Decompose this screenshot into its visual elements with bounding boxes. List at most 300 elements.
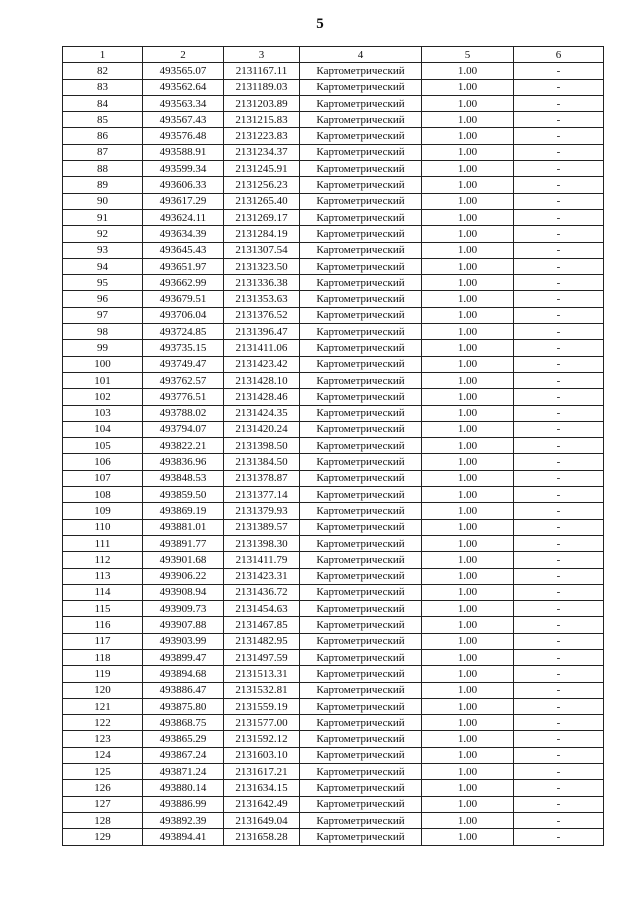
table-row — [63, 291, 604, 307]
accuracy-cell: 1.00 — [422, 535, 514, 551]
method-cell: Картометрический — [300, 503, 422, 519]
x-coordinate-cell: 493891.77 — [143, 535, 224, 551]
point-number-cell: 116 — [63, 617, 143, 633]
x-coordinate-cell: 493788.02 — [143, 405, 224, 421]
note-cell: - — [514, 682, 604, 698]
y-coordinate-cell: 2131234.37 — [224, 144, 300, 160]
point-number-cell: 105 — [63, 438, 143, 454]
point-number-cell: 118 — [63, 649, 143, 665]
table-row — [63, 470, 604, 486]
point-number-cell: 84 — [63, 95, 143, 111]
column-header-4: 4 — [300, 47, 422, 63]
y-coordinate-cell: 2131323.50 — [224, 258, 300, 274]
table-row — [63, 503, 604, 519]
x-coordinate-cell: 493679.51 — [143, 291, 224, 307]
accuracy-cell: 1.00 — [422, 584, 514, 600]
y-coordinate-cell: 2131336.38 — [224, 275, 300, 291]
method-cell: Картометрический — [300, 193, 422, 209]
x-coordinate-cell: 493892.39 — [143, 812, 224, 828]
y-coordinate-cell: 2131411.79 — [224, 552, 300, 568]
x-coordinate-cell: 493617.29 — [143, 193, 224, 209]
table-row — [63, 519, 604, 535]
note-cell: - — [514, 535, 604, 551]
x-coordinate-cell: 493822.21 — [143, 438, 224, 454]
accuracy-cell: 1.00 — [422, 128, 514, 144]
note-cell: - — [514, 812, 604, 828]
point-number-cell: 88 — [63, 161, 143, 177]
column-header-5: 5 — [422, 47, 514, 63]
accuracy-cell: 1.00 — [422, 829, 514, 845]
point-number-cell: 93 — [63, 242, 143, 258]
table-row — [63, 275, 604, 291]
note-cell: - — [514, 242, 604, 258]
y-coordinate-cell: 2131396.47 — [224, 324, 300, 340]
note-cell: - — [514, 79, 604, 95]
accuracy-cell: 1.00 — [422, 405, 514, 421]
y-coordinate-cell: 2131634.15 — [224, 780, 300, 796]
y-coordinate-cell: 2131559.19 — [224, 698, 300, 714]
y-coordinate-cell: 2131454.63 — [224, 601, 300, 617]
accuracy-cell: 1.00 — [422, 275, 514, 291]
table-row — [63, 747, 604, 763]
coordinates-table — [62, 46, 604, 846]
y-coordinate-cell: 2131532.81 — [224, 682, 300, 698]
method-cell: Картометрический — [300, 731, 422, 747]
y-coordinate-cell: 2131284.19 — [224, 226, 300, 242]
point-number-cell: 125 — [63, 764, 143, 780]
method-cell: Картометрический — [300, 682, 422, 698]
point-number-cell: 122 — [63, 715, 143, 731]
method-cell: Картометрический — [300, 796, 422, 812]
accuracy-cell: 1.00 — [422, 144, 514, 160]
note-cell: - — [514, 633, 604, 649]
note-cell: - — [514, 764, 604, 780]
point-number-cell: 104 — [63, 421, 143, 437]
table-row — [63, 438, 604, 454]
accuracy-cell: 1.00 — [422, 372, 514, 388]
point-number-cell: 119 — [63, 666, 143, 682]
table-row — [63, 209, 604, 225]
x-coordinate-cell: 493567.43 — [143, 112, 224, 128]
method-cell: Картометрический — [300, 161, 422, 177]
method-cell: Картометрический — [300, 568, 422, 584]
x-coordinate-cell: 493776.51 — [143, 389, 224, 405]
x-coordinate-cell: 493901.68 — [143, 552, 224, 568]
table-header-row — [63, 47, 604, 63]
accuracy-cell: 1.00 — [422, 340, 514, 356]
table-row — [63, 487, 604, 503]
point-number-cell: 100 — [63, 356, 143, 372]
accuracy-cell: 1.00 — [422, 389, 514, 405]
note-cell: - — [514, 161, 604, 177]
method-cell: Картометрический — [300, 209, 422, 225]
method-cell: Картометрический — [300, 780, 422, 796]
accuracy-cell: 1.00 — [422, 666, 514, 682]
point-number-cell: 92 — [63, 226, 143, 242]
point-number-cell: 83 — [63, 79, 143, 95]
method-cell: Картометрический — [300, 405, 422, 421]
table-body — [63, 63, 604, 845]
method-cell: Картометрический — [300, 666, 422, 682]
note-cell: - — [514, 666, 604, 682]
point-number-cell: 124 — [63, 747, 143, 763]
table-row — [63, 454, 604, 470]
method-cell: Картометрический — [300, 552, 422, 568]
table-row — [63, 829, 604, 845]
x-coordinate-cell: 493868.75 — [143, 715, 224, 731]
accuracy-cell: 1.00 — [422, 568, 514, 584]
note-cell: - — [514, 421, 604, 437]
note-cell: - — [514, 568, 604, 584]
point-number-cell: 90 — [63, 193, 143, 209]
column-header-6: 6 — [514, 47, 604, 63]
x-coordinate-cell: 493599.34 — [143, 161, 224, 177]
y-coordinate-cell: 2131384.50 — [224, 454, 300, 470]
point-number-cell: 99 — [63, 340, 143, 356]
x-coordinate-cell: 493565.07 — [143, 63, 224, 79]
point-number-cell: 91 — [63, 209, 143, 225]
y-coordinate-cell: 2131377.14 — [224, 487, 300, 503]
accuracy-cell: 1.00 — [422, 209, 514, 225]
y-coordinate-cell: 2131269.17 — [224, 209, 300, 225]
y-coordinate-cell: 2131467.85 — [224, 617, 300, 633]
method-cell: Картометрический — [300, 747, 422, 763]
accuracy-cell: 1.00 — [422, 112, 514, 128]
point-number-cell: 123 — [63, 731, 143, 747]
x-coordinate-cell: 493867.24 — [143, 747, 224, 763]
table-row — [63, 731, 604, 747]
method-cell: Картометрический — [300, 242, 422, 258]
table-row — [63, 242, 604, 258]
method-cell: Картометрический — [300, 389, 422, 405]
note-cell: - — [514, 438, 604, 454]
x-coordinate-cell: 493562.64 — [143, 79, 224, 95]
accuracy-cell: 1.00 — [422, 438, 514, 454]
x-coordinate-cell: 493724.85 — [143, 324, 224, 340]
column-header-1: 1 — [63, 47, 143, 63]
note-cell: - — [514, 698, 604, 714]
point-number-cell: 120 — [63, 682, 143, 698]
column-header-3: 3 — [224, 47, 300, 63]
method-cell: Картометрический — [300, 421, 422, 437]
y-coordinate-cell: 2131420.24 — [224, 421, 300, 437]
point-number-cell: 96 — [63, 291, 143, 307]
method-cell: Картометрический — [300, 633, 422, 649]
accuracy-cell: 1.00 — [422, 698, 514, 714]
accuracy-cell: 1.00 — [422, 487, 514, 503]
x-coordinate-cell: 493894.41 — [143, 829, 224, 845]
accuracy-cell: 1.00 — [422, 226, 514, 242]
method-cell: Картометрический — [300, 356, 422, 372]
accuracy-cell: 1.00 — [422, 552, 514, 568]
point-number-cell: 128 — [63, 812, 143, 828]
y-coordinate-cell: 2131513.31 — [224, 666, 300, 682]
note-cell: - — [514, 372, 604, 388]
y-coordinate-cell: 2131658.28 — [224, 829, 300, 845]
method-cell: Картометрический — [300, 812, 422, 828]
table-row — [63, 682, 604, 698]
table-row — [63, 95, 604, 111]
accuracy-cell: 1.00 — [422, 503, 514, 519]
method-cell: Картометрический — [300, 584, 422, 600]
note-cell: - — [514, 780, 604, 796]
accuracy-cell: 1.00 — [422, 79, 514, 95]
note-cell: - — [514, 177, 604, 193]
table-row — [63, 666, 604, 682]
accuracy-cell: 1.00 — [422, 812, 514, 828]
point-number-cell: 117 — [63, 633, 143, 649]
point-number-cell: 113 — [63, 568, 143, 584]
note-cell: - — [514, 209, 604, 225]
table-row — [63, 764, 604, 780]
note-cell: - — [514, 128, 604, 144]
note-cell: - — [514, 731, 604, 747]
table-row — [63, 161, 604, 177]
x-coordinate-cell: 493749.47 — [143, 356, 224, 372]
point-number-cell: 114 — [63, 584, 143, 600]
accuracy-cell: 1.00 — [422, 649, 514, 665]
note-cell: - — [514, 796, 604, 812]
note-cell: - — [514, 291, 604, 307]
x-coordinate-cell: 493735.15 — [143, 340, 224, 356]
point-number-cell: 94 — [63, 258, 143, 274]
accuracy-cell: 1.00 — [422, 63, 514, 79]
x-coordinate-cell: 493662.99 — [143, 275, 224, 291]
table-row — [63, 63, 604, 79]
accuracy-cell: 1.00 — [422, 519, 514, 535]
table-row — [63, 568, 604, 584]
y-coordinate-cell: 2131223.83 — [224, 128, 300, 144]
point-number-cell: 101 — [63, 372, 143, 388]
y-coordinate-cell: 2131423.42 — [224, 356, 300, 372]
x-coordinate-cell: 493871.24 — [143, 764, 224, 780]
table-row — [63, 258, 604, 274]
note-cell: - — [514, 829, 604, 845]
note-cell: - — [514, 552, 604, 568]
method-cell: Картометрический — [300, 519, 422, 535]
x-coordinate-cell: 493794.07 — [143, 421, 224, 437]
x-coordinate-cell: 493908.94 — [143, 584, 224, 600]
note-cell: - — [514, 747, 604, 763]
table-row — [63, 112, 604, 128]
note-cell: - — [514, 470, 604, 486]
y-coordinate-cell: 2131482.95 — [224, 633, 300, 649]
y-coordinate-cell: 2131411.06 — [224, 340, 300, 356]
note-cell: - — [514, 144, 604, 160]
y-coordinate-cell: 2131428.10 — [224, 372, 300, 388]
table-row — [63, 715, 604, 731]
note-cell: - — [514, 601, 604, 617]
method-cell: Картометрический — [300, 128, 422, 144]
x-coordinate-cell: 493903.99 — [143, 633, 224, 649]
method-cell: Картометрический — [300, 112, 422, 128]
table-row — [63, 780, 604, 796]
y-coordinate-cell: 2131353.63 — [224, 291, 300, 307]
point-number-cell: 103 — [63, 405, 143, 421]
note-cell: - — [514, 454, 604, 470]
method-cell: Картометрический — [300, 340, 422, 356]
accuracy-cell: 1.00 — [422, 633, 514, 649]
point-number-cell: 85 — [63, 112, 143, 128]
point-number-cell: 112 — [63, 552, 143, 568]
method-cell: Картометрический — [300, 470, 422, 486]
y-coordinate-cell: 2131423.31 — [224, 568, 300, 584]
point-number-cell: 127 — [63, 796, 143, 812]
table-row — [63, 535, 604, 551]
x-coordinate-cell: 493645.43 — [143, 242, 224, 258]
table-row — [63, 389, 604, 405]
method-cell: Картометрический — [300, 226, 422, 242]
method-cell: Картометрический — [300, 454, 422, 470]
method-cell: Картометрический — [300, 177, 422, 193]
accuracy-cell: 1.00 — [422, 95, 514, 111]
x-coordinate-cell: 493576.48 — [143, 128, 224, 144]
point-number-cell: 129 — [63, 829, 143, 845]
point-number-cell: 107 — [63, 470, 143, 486]
point-number-cell: 110 — [63, 519, 143, 535]
accuracy-cell: 1.00 — [422, 177, 514, 193]
x-coordinate-cell: 493865.29 — [143, 731, 224, 747]
y-coordinate-cell: 2131592.12 — [224, 731, 300, 747]
accuracy-cell: 1.00 — [422, 356, 514, 372]
x-coordinate-cell: 493836.96 — [143, 454, 224, 470]
y-coordinate-cell: 2131256.23 — [224, 177, 300, 193]
point-number-cell: 111 — [63, 535, 143, 551]
y-coordinate-cell: 2131617.21 — [224, 764, 300, 780]
method-cell: Картометрический — [300, 79, 422, 95]
x-coordinate-cell: 493906.22 — [143, 568, 224, 584]
method-cell: Картометрический — [300, 649, 422, 665]
x-coordinate-cell: 493907.88 — [143, 617, 224, 633]
point-number-cell: 109 — [63, 503, 143, 519]
point-number-cell: 86 — [63, 128, 143, 144]
y-coordinate-cell: 2131215.83 — [224, 112, 300, 128]
y-coordinate-cell: 2131376.52 — [224, 307, 300, 323]
accuracy-cell: 1.00 — [422, 161, 514, 177]
page-number: 5 — [316, 16, 324, 32]
method-cell: Картометрический — [300, 258, 422, 274]
y-coordinate-cell: 2131497.59 — [224, 649, 300, 665]
point-number-cell: 115 — [63, 601, 143, 617]
x-coordinate-cell: 493624.11 — [143, 209, 224, 225]
x-coordinate-cell: 493880.14 — [143, 780, 224, 796]
accuracy-cell: 1.00 — [422, 682, 514, 698]
accuracy-cell: 1.00 — [422, 258, 514, 274]
table-row — [63, 372, 604, 388]
column-header-2: 2 — [143, 47, 224, 63]
note-cell: - — [514, 324, 604, 340]
note-cell: - — [514, 519, 604, 535]
table-row — [63, 552, 604, 568]
method-cell: Картометрический — [300, 764, 422, 780]
accuracy-cell: 1.00 — [422, 291, 514, 307]
accuracy-cell: 1.00 — [422, 764, 514, 780]
note-cell: - — [514, 63, 604, 79]
point-number-cell: 102 — [63, 389, 143, 405]
accuracy-cell: 1.00 — [422, 421, 514, 437]
y-coordinate-cell: 2131398.50 — [224, 438, 300, 454]
note-cell: - — [514, 307, 604, 323]
method-cell: Картометрический — [300, 487, 422, 503]
accuracy-cell: 1.00 — [422, 454, 514, 470]
table-row — [63, 144, 604, 160]
y-coordinate-cell: 2131577.00 — [224, 715, 300, 731]
method-cell: Картометрический — [300, 307, 422, 323]
method-cell: Картометрический — [300, 601, 422, 617]
y-coordinate-cell: 2131398.30 — [224, 535, 300, 551]
table-row — [63, 324, 604, 340]
accuracy-cell: 1.00 — [422, 470, 514, 486]
table-row — [63, 796, 604, 812]
note-cell: - — [514, 405, 604, 421]
table-row — [63, 812, 604, 828]
x-coordinate-cell: 493894.68 — [143, 666, 224, 682]
note-cell: - — [514, 95, 604, 111]
accuracy-cell: 1.00 — [422, 780, 514, 796]
method-cell: Картометрический — [300, 535, 422, 551]
y-coordinate-cell: 2131189.03 — [224, 79, 300, 95]
y-coordinate-cell: 2131603.10 — [224, 747, 300, 763]
point-number-cell: 98 — [63, 324, 143, 340]
table-row — [63, 405, 604, 421]
y-coordinate-cell: 2131203.89 — [224, 95, 300, 111]
point-number-cell: 82 — [63, 63, 143, 79]
method-cell: Картометрический — [300, 617, 422, 633]
note-cell: - — [514, 584, 604, 600]
table-row — [63, 307, 604, 323]
note-cell: - — [514, 258, 604, 274]
x-coordinate-cell: 493899.47 — [143, 649, 224, 665]
table-row — [63, 633, 604, 649]
method-cell: Картометрический — [300, 291, 422, 307]
point-number-cell: 126 — [63, 780, 143, 796]
point-number-cell: 95 — [63, 275, 143, 291]
y-coordinate-cell: 2131307.54 — [224, 242, 300, 258]
method-cell: Картометрический — [300, 63, 422, 79]
note-cell: - — [514, 715, 604, 731]
accuracy-cell: 1.00 — [422, 617, 514, 633]
table-row — [63, 177, 604, 193]
table-row — [63, 79, 604, 95]
accuracy-cell: 1.00 — [422, 193, 514, 209]
y-coordinate-cell: 2131379.93 — [224, 503, 300, 519]
note-cell: - — [514, 389, 604, 405]
x-coordinate-cell: 493606.33 — [143, 177, 224, 193]
x-coordinate-cell: 493859.50 — [143, 487, 224, 503]
table-row — [63, 584, 604, 600]
accuracy-cell: 1.00 — [422, 715, 514, 731]
table-row — [63, 340, 604, 356]
note-cell: - — [514, 617, 604, 633]
method-cell: Картометрический — [300, 275, 422, 291]
method-cell: Картометрический — [300, 372, 422, 388]
table-row — [63, 698, 604, 714]
point-number-cell: 106 — [63, 454, 143, 470]
table-row — [63, 649, 604, 665]
y-coordinate-cell: 2131167.11 — [224, 63, 300, 79]
x-coordinate-cell: 493886.47 — [143, 682, 224, 698]
point-number-cell: 121 — [63, 698, 143, 714]
method-cell: Картометрический — [300, 715, 422, 731]
table-row — [63, 421, 604, 437]
note-cell: - — [514, 487, 604, 503]
note-cell: - — [514, 226, 604, 242]
note-cell: - — [514, 112, 604, 128]
point-number-cell: 87 — [63, 144, 143, 160]
y-coordinate-cell: 2131642.49 — [224, 796, 300, 812]
note-cell: - — [514, 275, 604, 291]
point-number-cell: 108 — [63, 487, 143, 503]
